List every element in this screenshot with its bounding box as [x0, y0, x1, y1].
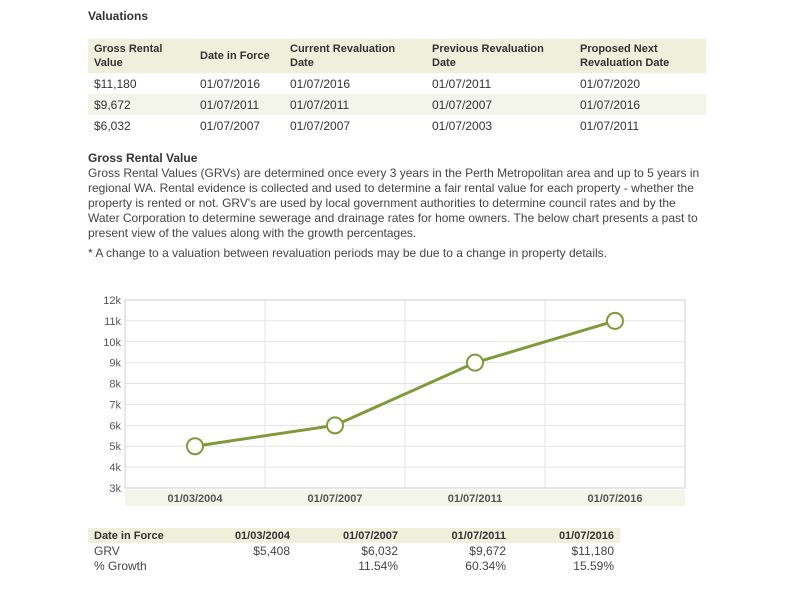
data-point [327, 417, 343, 433]
table-row [88, 94, 706, 115]
growth-header-date: 01/03/2004 [188, 528, 296, 543]
table-row [88, 73, 706, 94]
table-cell: 01/07/2003 [432, 118, 493, 133]
table-cell: 01/07/2016 [290, 76, 351, 91]
table-cell: 01/07/2020 [580, 76, 641, 91]
column-header-date-in-force: Date in Force [194, 39, 284, 73]
table-cell: $9,672 [88, 94, 194, 115]
table-cell: 01/07/2007 [290, 118, 351, 133]
growth-header-date: 01/07/2011 [404, 528, 512, 543]
x-tick-label: 01/03/2004 [167, 493, 223, 505]
y-tick-label: 6k [109, 420, 121, 433]
grv-description: Gross Rental Values (GRVs) are determined once every 3 years in the Perth Metropolitan area and up to 5 years in regional WA. Rental evidence is collected and used to determine a fair rental value for each property - whether the property is rented or not. GRV's are used by local government authorities to determine council rates and by the Water Corporation to determine sewerage and drainage rates for home owners. The below chart presents a past to present view of the values along with the growth percentages. [88, 166, 700, 240]
y-tick-label: 10k [103, 336, 121, 349]
growth-cell: 15.59% [573, 558, 614, 573]
table-cell: 01/07/2016 [200, 76, 261, 91]
table-cell: 01/07/2011 [284, 94, 426, 115]
valuations-table [88, 39, 706, 136]
table-cell: 01/07/2011 [432, 76, 492, 91]
growth-cell: $11,180 [571, 543, 614, 558]
growth-header-date: 01/07/2016 [512, 528, 620, 543]
grv-heading: Gross Rental Value [88, 151, 198, 165]
y-tick-label: 11k [104, 315, 121, 328]
grv-line-chart [0, 280, 800, 528]
column-header-proposed-next-revaluation-date: Proposed Next Revaluation Date [574, 39, 706, 73]
growth-header-row [88, 528, 620, 543]
y-tick-label: 4k [109, 462, 121, 475]
table-cell: $6,032 [94, 118, 131, 133]
growth-cell: 11.54% [358, 558, 398, 573]
table-cell: 01/07/2011 [194, 94, 284, 115]
table-row [88, 115, 706, 136]
growth-table [88, 528, 620, 573]
table-cell: $11,180 [94, 76, 137, 91]
growth-row-percent [88, 558, 620, 573]
column-header-current-revaluation-date: Current Revaluation Date [284, 39, 426, 73]
y-tick-label: 3k [109, 483, 121, 495]
valuations-header-row [88, 39, 706, 73]
y-tick-label: 9k [109, 357, 121, 370]
column-header-gross-rental-value: Gross Rental Value [88, 39, 194, 73]
growth-cell: $9,672 [469, 543, 506, 558]
y-tick-label: 7k [109, 399, 121, 412]
data-point [467, 355, 483, 371]
table-cell: 01/07/2007 [426, 94, 574, 115]
growth-row-label: % Growth [94, 558, 147, 573]
growth-row-label: GRV [94, 543, 120, 558]
grv-note: * A change to a valuation between revaluation periods may be due to a change in property details. [88, 246, 608, 260]
growth-cell [188, 558, 296, 573]
x-tick-label: 01/07/2016 [587, 493, 643, 505]
growth-cell: $5,408 [253, 543, 290, 558]
table-cell: 01/07/2016 [574, 94, 706, 115]
y-tick-label: 8k [109, 378, 121, 391]
growth-header-date: 01/07/2007 [296, 528, 404, 543]
data-point [187, 438, 203, 454]
growth-row-grv [88, 543, 620, 558]
data-point [607, 313, 623, 329]
x-tick-label: 01/07/2007 [307, 493, 363, 505]
table-cell: 01/07/2011 [580, 118, 640, 133]
y-tick-label: 12k [103, 295, 121, 307]
growth-cell: 60.34% [465, 558, 506, 573]
x-tick-label: 01/07/2011 [447, 493, 503, 505]
growth-cell: $6,032 [361, 543, 398, 558]
growth-header-date-in-force: Date in Force [88, 528, 188, 543]
valuations-heading: Valuations [88, 9, 149, 23]
table-cell: 01/07/2007 [200, 118, 261, 133]
column-header-previous-revaluation-date: Previous Revaluation Date [426, 39, 574, 73]
y-tick-label: 5k [109, 441, 121, 454]
